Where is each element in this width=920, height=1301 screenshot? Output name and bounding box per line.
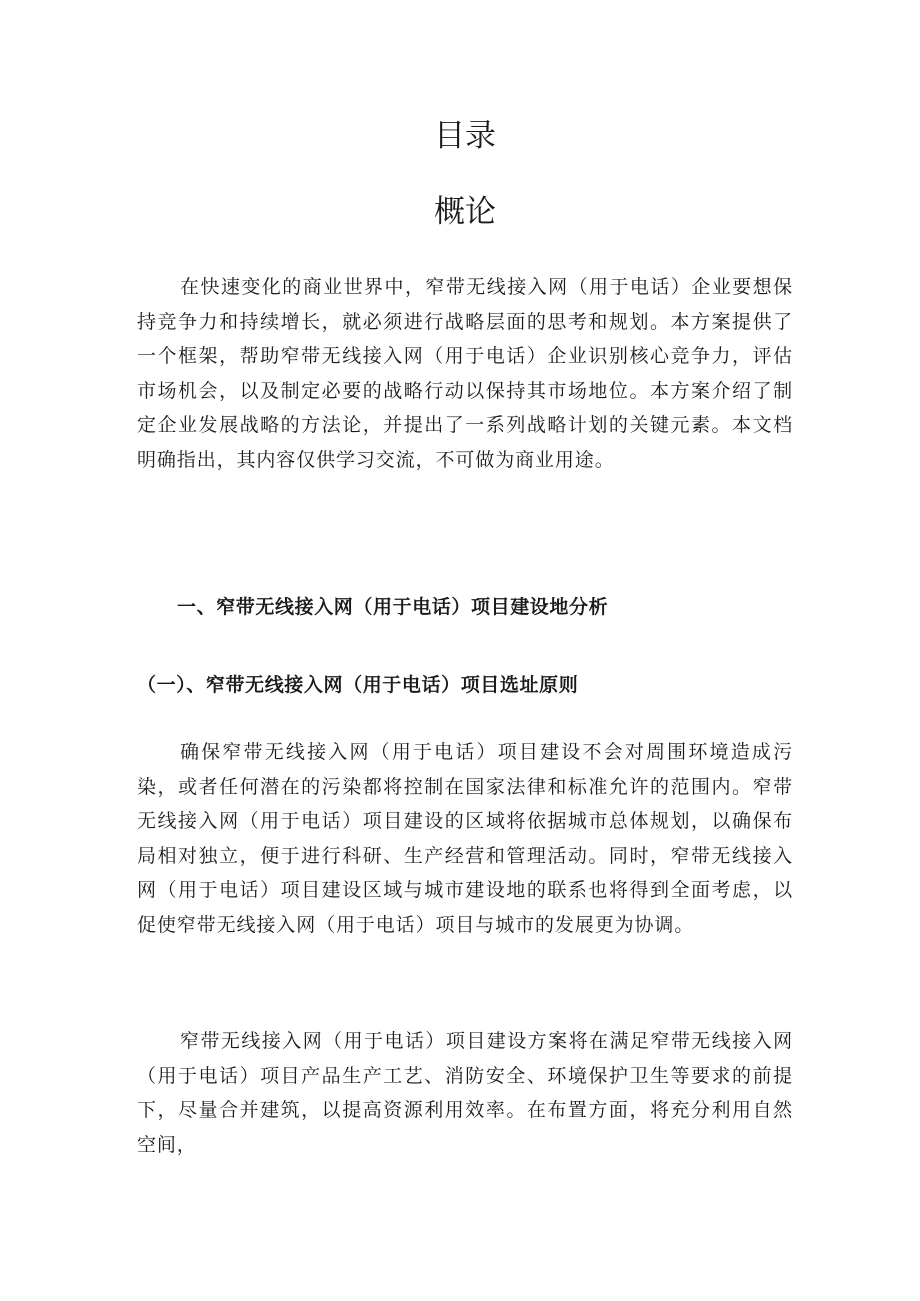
section-heading: 一、窄带无线接入网（用于电话）项目建设地分析 — [177, 596, 609, 618]
body-paragraph-site-principles: 确保窄带无线接入网（用于电话）项目建设不会对周围环境造成污染，或者任何潜在的污染都将控制在国家法律和标准允许的范围内。窄带无线接入网（用于电话）项目建设的区域将依据城市总体规划，以确保布局相对独立，便于进行科研、生产经营和管理活动。同时，窄带无线接入网（用于电话）项目建设区域与城市建设地的联系也将得到全面考虑，以促使窄带无线接入网（用于电话）项目与城市的发展更为协调。 — [137, 741, 793, 936]
body-paragraph-building-plan: 窄带无线接入网（用于电话）项目建设方案将在满足窄带无线接入网（用于电话）项目产品生产工艺、消防安全、环境保护卫生等要求的前提下，尽量合并建筑，以提高资源利用效率。在布置方面，将充分利用自然空间， — [137, 1030, 793, 1156]
toc-title: 目录 — [434, 118, 496, 154]
intro-title: 概论 — [434, 194, 496, 230]
subsection-heading: （一）、窄带无线接入网（用于电话）项目选址原则 — [137, 674, 579, 696]
intro-paragraph: 在快速变化的商业世界中，窄带无线接入网（用于电话）企业要想保持竞争力和持续增长，就必须进行战略层面的思考和规划。本方案提供了一个框架，帮助窄带无线接入网（用于电话）企业识别核心竞争力，评估市场机会，以及制定必要的战略行动以保持其市场地位。本方案介绍了制定企业发展战略的方法论，并提出了一系列战略计划的关键元素。本文档明确指出，其内容仅供学习交流，不可做为商业用途。 — [137, 276, 793, 471]
